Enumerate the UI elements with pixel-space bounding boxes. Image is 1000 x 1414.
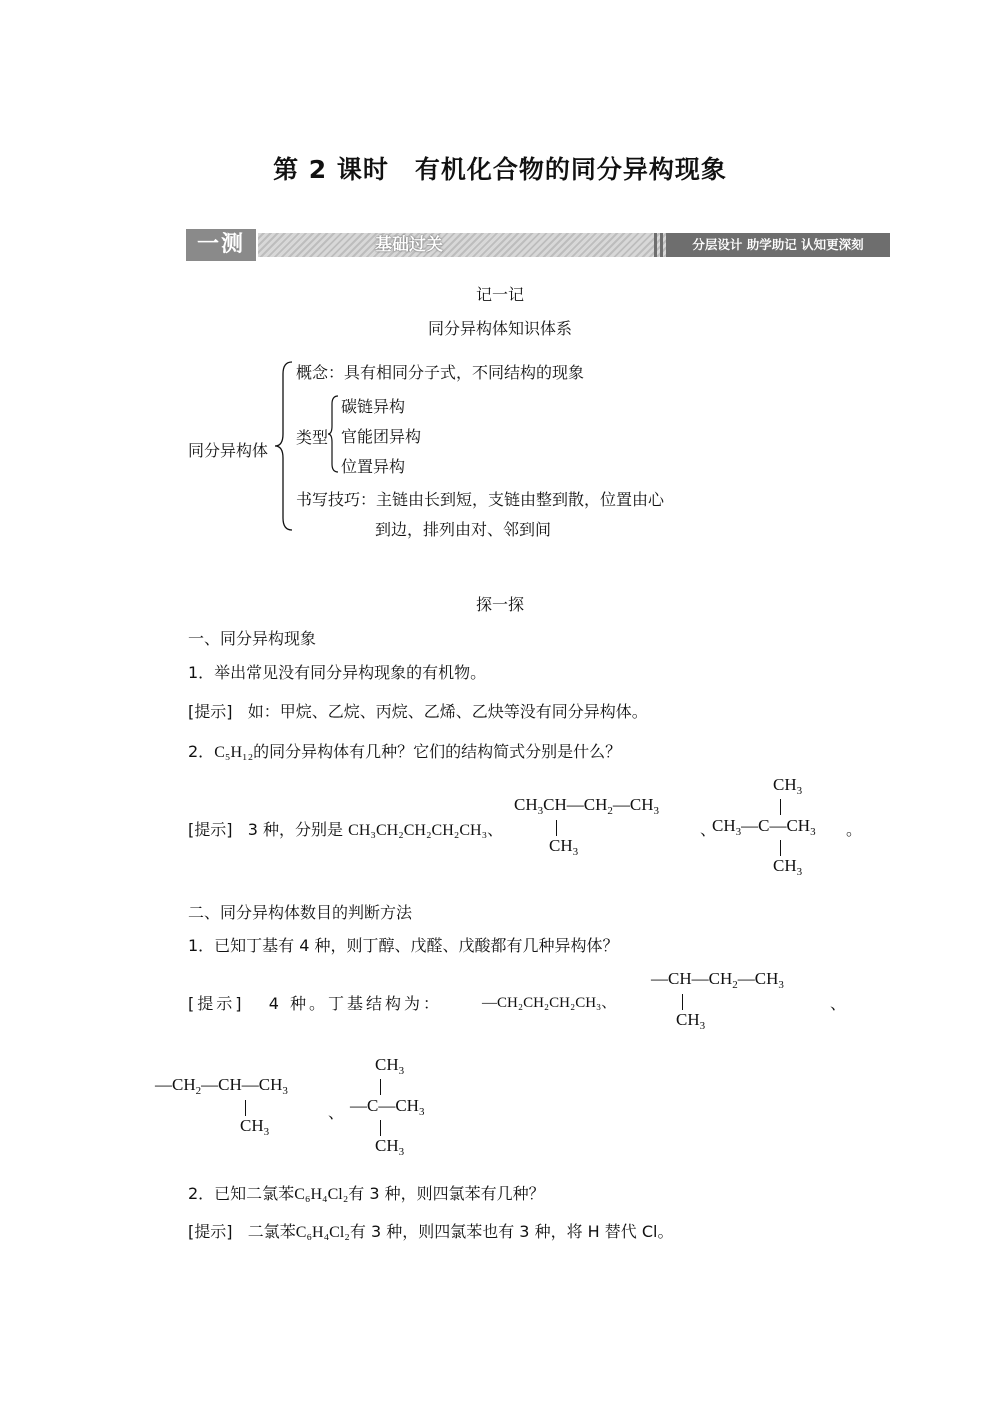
section1-title: 一、同分异构现象: [188, 629, 317, 648]
separator: 、: [700, 820, 717, 839]
memo-heading: 记一记: [475, 285, 524, 304]
section2-a1: [提示] 4 种。丁基结构为：: [188, 994, 443, 1013]
formula-c6h4cl2: C₆H₄Cl₂: [294, 1186, 349, 1203]
tree-tips-line2: 到边，排列由对、邻到间: [375, 520, 552, 539]
tree-type-item: 官能团异构: [341, 427, 422, 446]
bond-line: [380, 1120, 381, 1136]
bond-line: [380, 1079, 381, 1095]
hint-label: [提示]: [188, 994, 245, 1013]
banner-middle-label: 基础过关: [375, 235, 443, 255]
neopentane-bottom: $CH_3$: [773, 856, 803, 878]
tree-concept: 概念：具有相同分子式，不同结构的现象: [296, 363, 585, 382]
banner-divider: [654, 233, 657, 257]
memo-subheading: 同分异构体知识体系: [427, 319, 572, 338]
tree-root: 同分异构体: [188, 441, 269, 460]
tert-butyl-bottom: $CH_3$: [375, 1136, 405, 1158]
separator: 、: [328, 1103, 345, 1122]
hint-text: 如：甲烷、乙烷、丙烷、乙烯、乙炔等没有同分异构体。: [247, 702, 648, 721]
bond-line: [245, 1100, 246, 1116]
separator: 、: [830, 994, 847, 1013]
isobutyl-main: $—CH_2—CH—CH_3$: [155, 1075, 288, 1097]
tree-brace-inner: [326, 394, 340, 474]
isopentane-main-chain: $CH_3CH—CH_2—CH_3$: [514, 795, 659, 817]
bond-line: [556, 820, 557, 836]
bond-line: [780, 840, 781, 856]
banner-left-label: 一测: [186, 229, 256, 261]
section1-a2: [提示] 3 种，分别是 CH₃CH₂CH₂CH₂CH₃、: [188, 820, 504, 839]
page-title: 第 2 课时 有机化合物的同分异构现象: [273, 155, 727, 184]
hint-label: [提示]: [188, 702, 233, 721]
section2-q2: 2．已知二氯苯C₆H₄Cl₂有 3 种，则四氯苯有几种？: [188, 1184, 545, 1203]
tert-butyl-center: $—C—CH_3$: [350, 1096, 425, 1118]
tree-types-label: 类型: [296, 428, 329, 447]
explore-heading: 探一探: [475, 595, 524, 614]
isobutyl-branch: $CH_3$: [240, 1116, 270, 1138]
tree-brace-outer: [272, 360, 294, 532]
neopentane-center: $CH_3—C—CH_3$: [712, 816, 816, 838]
section2-title: 二、同分异构体数目的判断方法: [188, 903, 413, 922]
butyl-n: —CH₂CH₂CH₂CH₃、: [482, 995, 617, 1011]
section1-a1: [188, 699, 648, 722]
tert-butyl-top: $CH_3$: [375, 1055, 405, 1077]
neopentane-top: $CH_3$: [773, 775, 803, 797]
hint-label: [提示]: [188, 1222, 233, 1241]
formula-c5h12: C₅H₁₂: [214, 744, 254, 761]
sec-butyl-main: $—CH—CH_2—CH_3$: [651, 969, 784, 991]
banner-divider: [660, 233, 663, 257]
section2-q1: 1．已知丁基有 4 种，则丁醇、戊醛、戊酸都有几种异构体？: [188, 936, 619, 955]
bond-line: [682, 994, 683, 1010]
section1-q1: 1．举出常见没有同分异构现象的有机物。: [188, 663, 487, 682]
sec-butyl-branch: $CH_3$: [676, 1010, 706, 1032]
period: 。: [846, 820, 863, 839]
hint-label: [提示]: [188, 820, 233, 839]
section2-a2: [提示] 二氯苯C₆H₄Cl₂有 3 种，则四氯苯也有 3 种，将 H 替代 Cl。: [188, 1222, 674, 1241]
tree-tips-line1: 书写技巧：主链由长到短，支链由整到散，位置由心: [296, 490, 665, 509]
banner-right-label: 分层设计 助学助记 认知更深刻: [666, 233, 890, 257]
formula-n-pentane: CH₃CH₂CH₂CH₂CH₃、: [348, 822, 504, 839]
tree-type-item: 位置异构: [341, 457, 406, 476]
section-banner: [186, 229, 890, 261]
tree-type-item: 碳链异构: [341, 397, 406, 416]
bond-line: [780, 799, 781, 815]
isopentane-branch: $CH_3$: [549, 836, 579, 858]
formula-c6h4cl2: C₆H₄Cl₂: [295, 1224, 350, 1241]
section1-q2: 2．C₅H₁₂的同分异构体有几种？它们的结构简式分别是什么？: [188, 742, 622, 761]
